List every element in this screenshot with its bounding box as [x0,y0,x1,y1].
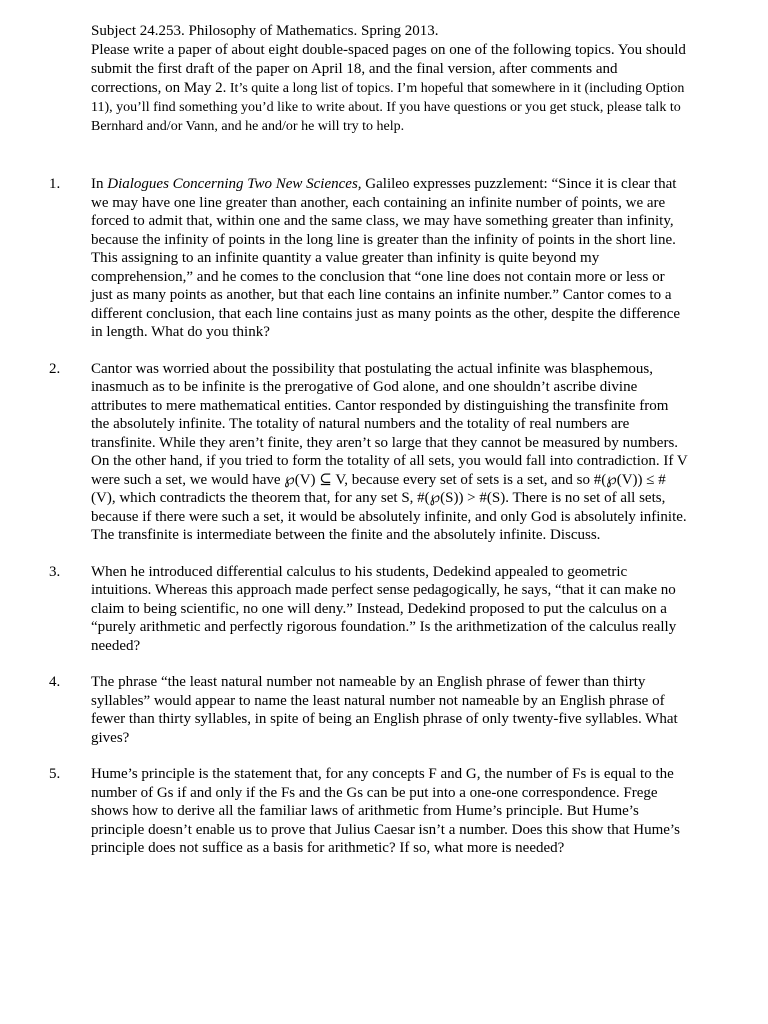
topic-text-body: When he introduced differential calculus to his students, Dedekind appealed to geometric intuitions. Whereas this approach made perfect sense pedagogically, he says, “that it can make no claim to being scientific, no one will deny.” Instead, Dedekind proposed to put the calculus on a “purely arithmetic and perfectly rigorous foundation.” Is the arithmetization of the calculus really needed? [91,563,677,654]
topic-item [0,175,768,342]
topic-item [0,765,768,858]
topic-number: 4. [49,674,61,690]
course-title: Subject 24.253. Philosophy of Mathematics. Spring 2013. [91,23,439,39]
book-title: Dialogues Concerning Two New Sciences, [107,176,362,192]
topic-text-body: Cantor was worried about the possibility that postulating the actual infinite was blasphemous, inasmuch as to be infinite is the prerogative of God alone, and one shouldn’t ascribe divine attributes to mere mathematical entities. Cantor responded by distinguishing the transfinite from the absolutely infinite. The totality of natural numbers and the totality of real numbers are transfinite. While they aren’t finite, they aren’t so large that they cannot be measured by numbers. On the other hand, if you tried to form the totality of all sets, you would fall into contradiction. If V were such a set, we would have ℘(V) ⊆ V, because every set of sets is a set, and so #(℘(V)) ≤ #(V), which contradicts the theorem that, for any set S, #(℘(S)) > #(S). There is no set of all sets, because if there were such a set, it would be absolutely infinite, and only God is absolutely infinite. The transfinite is intermediate between the finite and the absolutely infinite. Discuss. [91,360,688,543]
instructions-main: Please write a paper of about eight double-spaced pages on one of the following topics. You should submit the first draft of the paper on April 18, and the final version, after comments and corrections, on May 2. [91,42,686,96]
topic-text-body: Galileo expresses puzzlement: “Since it is clear that we may have one line greater than another, each containing an infinite number of points, we are forced to admit that, within one and the same class, we may have something greater than infinity, because the infinity of points in the long line is greater than the infinity of points in the short line. This assigning to an infinite quantity a value greater than infinity is quite beyond my comprehension,” and he comes to the conclusion that “one line does not contain more or less or just as many points as another, but that each line contains an infinite number.” Cantor comes to a different conclusion, that each line contains just as many points as the other, despite the difference in length. What do you think? [91,176,681,340]
topic-number: 1. [49,176,61,192]
topic-text [91,360,689,545]
topic-text [91,175,689,342]
topic-text-body: The phrase “the least natural number not nameable by an English phrase of fewer than thirty syllables” would appear to name the least natural number not nameable by an English phrase of fewer than thirty syllables, in spite of being an English phrase of only twenty-five syllables. What gives? [91,674,678,746]
topic-list [0,175,768,876]
instructions-note: It’s quite a long list of topics. I’m hopeful that somewhere in it (including Option 11), you’ll find something you’d like to write about. If you have questions or you get stuck, please talk to Bernhard and/or Vann, and he and/or he will try to help. [91,81,685,134]
topic-text [91,673,689,747]
topic-item [0,360,768,545]
topic-text-body: Hume’s principle is the statement that, for any concepts F and G, the number of Fs is equal to the number of Gs if and only if the Fs and the Gs can be put into a one-one correspondence. Frege shows how to derive all the familiar laws of arithmetic from Hume’s principle. But Hume’s principle doesn’t enable us to prove that Julius Caesar isn’t a number. Does this show that Hume’s principle does not suffice as a basis for arithmetic? If so, what more is needed? [91,766,680,856]
topic-number: 2. [49,360,61,377]
topic-number: 5. [49,766,61,782]
topic-item [0,673,768,747]
assignment-header [91,22,691,136]
topic-item [0,563,768,656]
topic-text-prefix: In [91,176,108,192]
topic-text [91,765,689,858]
assignment-instructions [91,41,691,136]
topic-text [91,563,689,656]
topic-number: 3. [49,563,61,580]
